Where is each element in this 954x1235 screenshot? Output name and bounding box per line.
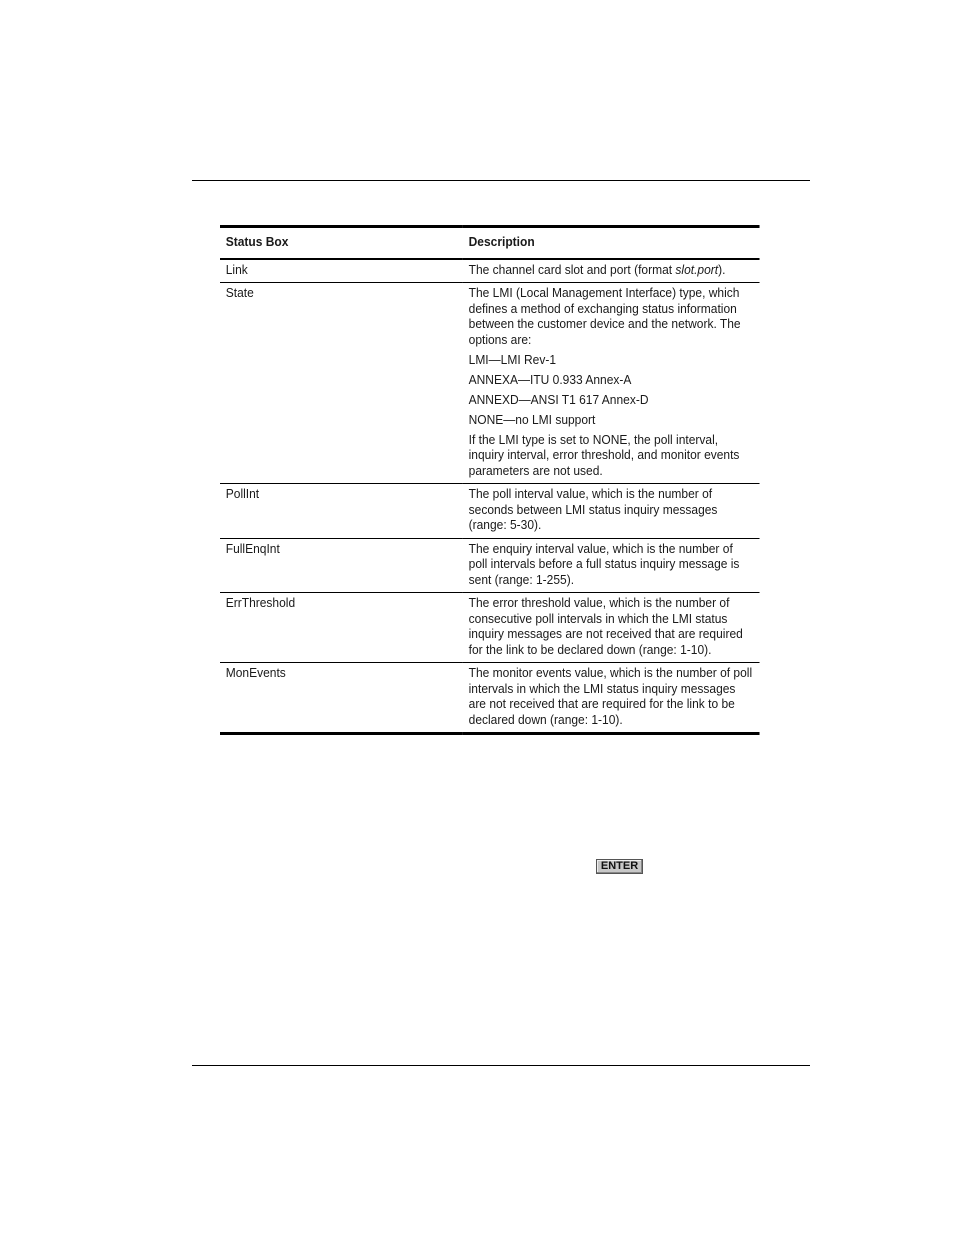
- enter-key-icon: ENTER: [596, 859, 643, 874]
- status-box-description: The monitor events value, which is the number of poll intervals in which the LMI status inquiry messages are not received that are required for the link to be declared down (range: 1-10).: [463, 663, 760, 734]
- header-rule: [192, 180, 810, 181]
- table-header-row: [220, 227, 760, 259]
- lmi-option: LMI—LMI Rev-1: [468, 352, 556, 367]
- status-box-table: [220, 225, 760, 735]
- description-text: The channel card slot and port (format: [468, 262, 676, 277]
- status-box-name: State: [220, 283, 463, 484]
- status-box-name: Link: [225, 262, 248, 277]
- table-row: [220, 593, 760, 663]
- lmi-option: NONE—no LMI support: [468, 412, 596, 427]
- status-box-description: [463, 259, 760, 283]
- description-emphasis: slot.port: [675, 262, 719, 277]
- status-box-name: ErrThreshold: [220, 593, 463, 663]
- status-box-name: FullEnqInt: [220, 538, 463, 593]
- lmi-option: ANNEXD—ANSI T1 617 Annex-D: [468, 392, 649, 407]
- description-text: ).: [718, 262, 726, 277]
- table-row: [220, 484, 760, 539]
- table-row: [220, 663, 760, 734]
- footer-rule: [192, 1065, 810, 1066]
- status-box-name: PollInt: [220, 484, 463, 539]
- column-header-status-box: Status Box: [220, 227, 463, 259]
- status-box-description: [463, 283, 760, 484]
- table-row: [220, 538, 760, 593]
- status-box-description: The enquiry interval value, which is the number of poll intervals before a full status inquiry message is sent (range: 1-255).: [463, 538, 760, 593]
- status-box-description: The poll interval value, which is the number of seconds between LMI status inquiry messages (range: 5-30).: [463, 484, 760, 539]
- column-header-description: Description: [463, 227, 760, 259]
- description-paragraph: If the LMI type is set to NONE, the poll interval, inquiry interval, error threshold, and monitor events parameters are not used.: [468, 432, 740, 478]
- status-box-description: The error threshold value, which is the number of consecutive poll intervals in which the LMI status inquiry messages are not received that are required for the link to be declared down (range: 1-10).: [463, 593, 760, 663]
- lmi-option: ANNEXA—ITU 0.933 Annex-A: [468, 372, 632, 387]
- table-row: [220, 283, 760, 484]
- table-row: [220, 259, 760, 283]
- description-paragraph: The LMI (Local Management Interface) type, which defines a method of exchanging status information between the customer device and the network. The options are:: [468, 286, 741, 347]
- status-box-name: MonEvents: [220, 663, 463, 734]
